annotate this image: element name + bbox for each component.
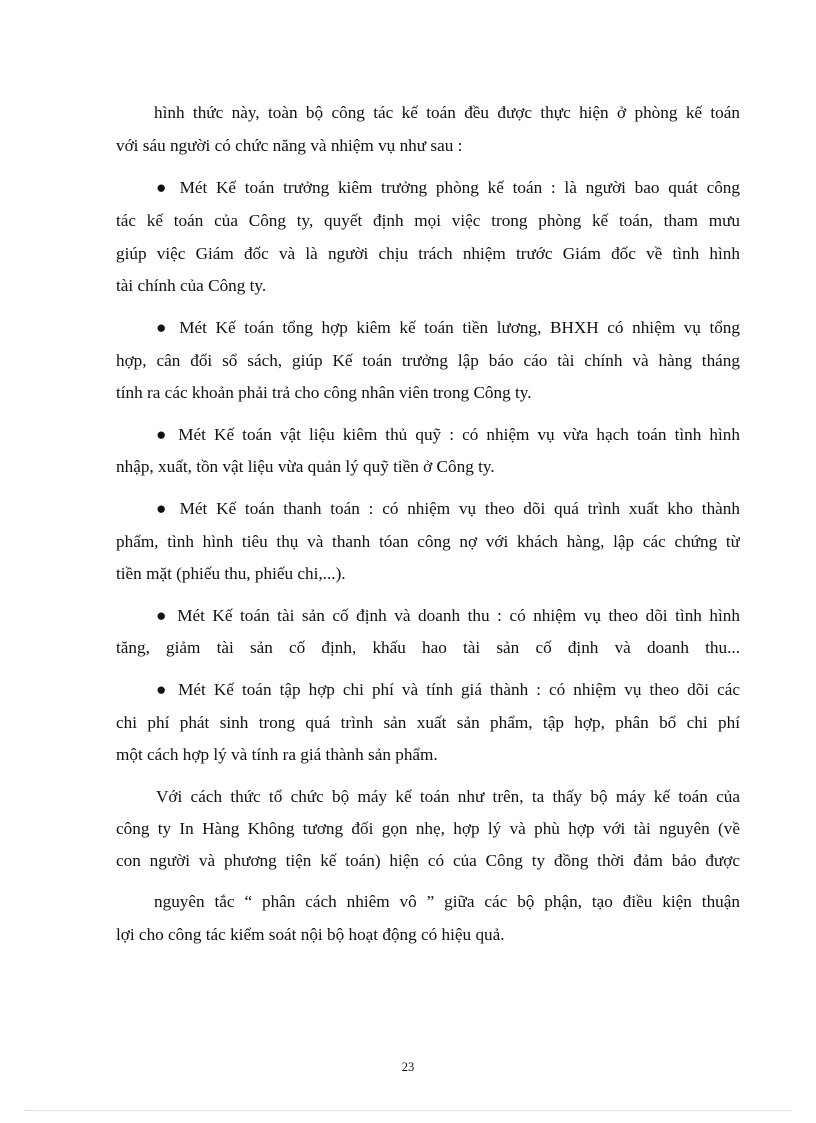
text-line: Với cách thức tổ chức bộ máy kế toán như trên, ta thấy bộ máy kế toán của [156,787,740,806]
bullet-line: ● Mét Kế toán tập hợp chi phí và tính giá thành : có nhiệm vụ theo dõi các [156,680,740,699]
bullet-line: ● Mét Kế toán thanh toán : có nhiệm vụ theo dõi quá trình xuất kho thành [156,499,740,518]
text-line: nguyên tắc “ phân cách nhiêm vô ” giữa các bộ phận, tạo điều kiện thuận [154,892,740,911]
text-line: tiền mặt (phiếu thu, phiếu chi,...). [116,564,346,583]
text-line: một cách hợp lý và tính ra giá thành sản phẩm. [116,745,438,764]
bullet-line: ● Mét Kế toán vật liệu kiêm thủ quỹ : có nhiệm vụ vừa hạch toán tình hình [156,425,740,444]
page-number: 23 [401,1060,415,1074]
bullet-line: ● Mét Kế toán tổng hợp kiêm kế toán tiền lương, BHXH có nhiệm vụ tổng [156,318,740,337]
footer-divider [24,1110,792,1111]
text-line: tài chính của Công ty. [116,276,267,295]
text-line: công ty In Hàng Không tương đối gọn nhẹ, hợp lý và phù hợp với tài nguyên (về [116,819,740,838]
text-line: chi phí phát sinh trong quá trình sản xuất sản phẩm, tập hợp, phân bổ chi phí [116,713,740,732]
text-line: phẩm, tình hình tiêu thụ và thanh tóan công nợ với khách hàng, lập các chứng từ [116,532,740,551]
bullet-line: ● Mét Kế toán trưởng kiêm trưởng phòng kế toán : là người bao quát công [156,178,740,197]
text-line: tăng, giảm tài sản cố định, khấu hao tài sản cố định và doanh thu... [116,638,740,657]
bullet-line: ● Mét Kế toán tài sản cố định và doanh thu : có nhiệm vụ theo dõi tình hình [156,606,740,625]
text-line: con người và phương tiện kế toán) hiện có của Công ty đồng thời đảm bảo được [116,851,740,870]
text-line: hình thức này, toàn bộ công tác kế toán đều được thực hiện ở phòng kế toán [154,103,740,122]
text-line: tính ra các khoản phải trả cho công nhân viên trong Công ty. [116,383,532,402]
text-line: nhập, xuất, tồn vật liệu vừa quản lý quỹ tiền ở Công ty. [116,457,495,476]
text-line: hợp, cân đối sổ sách, giúp Kế toán trưởng lập báo cáo tài chính và hàng tháng [116,351,740,370]
text-line: lợi cho công tác kiểm soát nội bộ hoạt động có hiệu quả. [116,925,505,944]
text-line: giúp việc Giám đốc và là người chịu trách nhiệm trước Giám đốc về tình hình [116,244,740,263]
text-line: với sáu người có chức năng và nhiệm vụ như sau : [116,136,463,155]
text-line: tác kế toán của Công ty, quyết định mọi việc trong phòng kế toán, tham mưu [116,211,740,230]
